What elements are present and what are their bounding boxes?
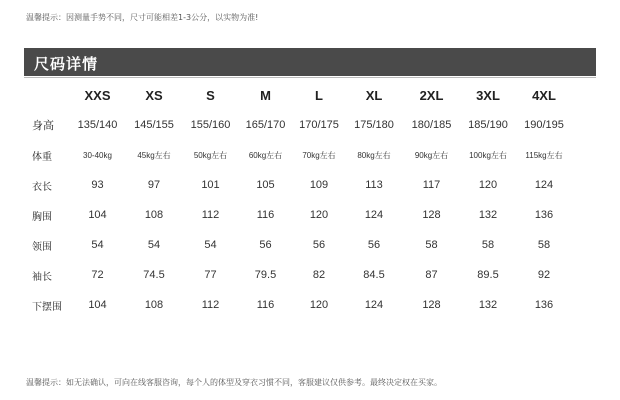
table-cell: 136 <box>534 209 554 221</box>
table-cell: 89.5 <box>477 269 499 281</box>
table-cell: 145/155 <box>134 119 174 131</box>
table-cell: 128 <box>422 209 441 221</box>
table-cell: 54 <box>204 239 217 251</box>
section-header <box>24 48 596 76</box>
table-row-weight <box>28 140 572 170</box>
table-cell: 180/185 <box>411 119 452 131</box>
table-cell: 101 <box>201 179 220 191</box>
table-cell: 120 <box>478 179 498 191</box>
table-cell: 165/170 <box>245 119 286 131</box>
table-cell: 58 <box>537 239 551 251</box>
table-cell: 108 <box>144 209 164 221</box>
table-cell: 120 <box>309 299 329 311</box>
table-cell: 97 <box>147 179 161 191</box>
top-notice: 温馨提示：因测量手势不同，尺寸可能相差1-3公分，以实物为准! <box>26 13 259 22</box>
table-cell: 45kg左右 <box>137 150 171 160</box>
corner-cell <box>28 80 70 110</box>
table-cell: 100kg左右 <box>469 150 507 160</box>
row-label: 衣长 <box>32 181 52 193</box>
row-label: 领围 <box>32 241 52 253</box>
table-cell: 124 <box>534 179 554 191</box>
size-header: M <box>260 87 271 103</box>
bottom-notice: 温馨提示：如无法确认，可向在线客服咨询，每个人的体型及穿衣习惯不同，客服建议仅供参考。最终决定权在买家。 <box>26 378 442 387</box>
table-cell: 112 <box>201 209 220 221</box>
size-header: XL <box>365 87 383 103</box>
table-cell: 93 <box>91 179 104 191</box>
table-cell: 56 <box>259 239 272 251</box>
table-cell: 60kg左右 <box>248 150 283 160</box>
table-cell: 90kg左右 <box>414 150 449 160</box>
table-cell: 120 <box>309 209 329 221</box>
row-label: 体重 <box>32 151 52 163</box>
table-row-sleeve <box>28 260 572 290</box>
table-row-height <box>28 110 572 140</box>
size-header: XS <box>145 87 163 103</box>
table-cell: 117 <box>422 179 441 191</box>
size-header: 3XL <box>476 87 500 103</box>
row-label: 袖长 <box>32 271 52 283</box>
table-cell: 58 <box>425 239 438 251</box>
table-cell: 109 <box>309 179 329 191</box>
table-cell: 58 <box>481 239 495 251</box>
size-header: S <box>206 87 215 103</box>
table-cell: 72 <box>91 269 104 281</box>
table-cell: 112 <box>201 299 220 311</box>
table-cell: 170/175 <box>299 119 339 131</box>
table-cell: 79.5 <box>254 269 277 281</box>
table-cell: 50kg左右 <box>193 150 228 160</box>
table-cell: 70kg左右 <box>302 150 336 160</box>
table-cell: 56 <box>367 239 381 251</box>
row-label: 身高 <box>32 119 54 132</box>
table-cell: 84.5 <box>363 269 385 281</box>
size-header: 4XL <box>532 87 556 103</box>
size-header: L <box>315 87 323 103</box>
table-cell: 175/180 <box>354 119 394 131</box>
table-cell: 113 <box>365 179 383 191</box>
table-cell: 155/160 <box>190 119 231 131</box>
size-header-row <box>28 80 572 110</box>
table-row-length <box>28 170 572 200</box>
table-cell: 77 <box>204 269 217 281</box>
table-cell: 108 <box>144 299 164 311</box>
table-cell: 87 <box>425 269 438 281</box>
table-cell: 104 <box>88 209 107 221</box>
table-row-chest <box>28 200 572 230</box>
table-cell: 105 <box>256 179 275 191</box>
table-cell: 132 <box>478 209 498 221</box>
table-cell: 132 <box>478 299 498 311</box>
row-label: 胸围 <box>32 211 52 223</box>
table-cell: 115kg左右 <box>525 150 563 160</box>
table-cell: 116 <box>256 299 275 311</box>
table-cell: 190/195 <box>524 119 564 131</box>
row-label: 下摆围 <box>32 301 62 313</box>
table-row-collar <box>28 230 572 260</box>
table-cell: 56 <box>312 239 326 251</box>
table-cell: 136 <box>534 299 554 311</box>
section-title: 尺码详情 <box>34 55 99 73</box>
size-header: XXS <box>84 87 111 103</box>
size-header: 2XL <box>419 87 444 103</box>
header-divider <box>24 77 596 78</box>
table-cell: 128 <box>422 299 441 311</box>
table-cell: 82 <box>312 269 326 281</box>
table-cell: 92 <box>537 269 551 281</box>
table-cell: 185/190 <box>468 119 508 131</box>
table-cell: 80kg左右 <box>357 150 391 160</box>
table-cell: 135/140 <box>77 119 118 131</box>
table-cell: 116 <box>256 209 275 221</box>
table-cell: 124 <box>364 209 384 221</box>
size-table <box>28 80 572 320</box>
table-cell: 54 <box>147 239 161 251</box>
table-cell: 30-40kg <box>83 150 112 160</box>
table-cell: 74.5 <box>143 269 165 281</box>
table-cell: 124 <box>364 299 384 311</box>
table-cell: 104 <box>88 299 107 311</box>
table-row-hem <box>28 290 572 320</box>
table-cell: 54 <box>91 239 104 251</box>
